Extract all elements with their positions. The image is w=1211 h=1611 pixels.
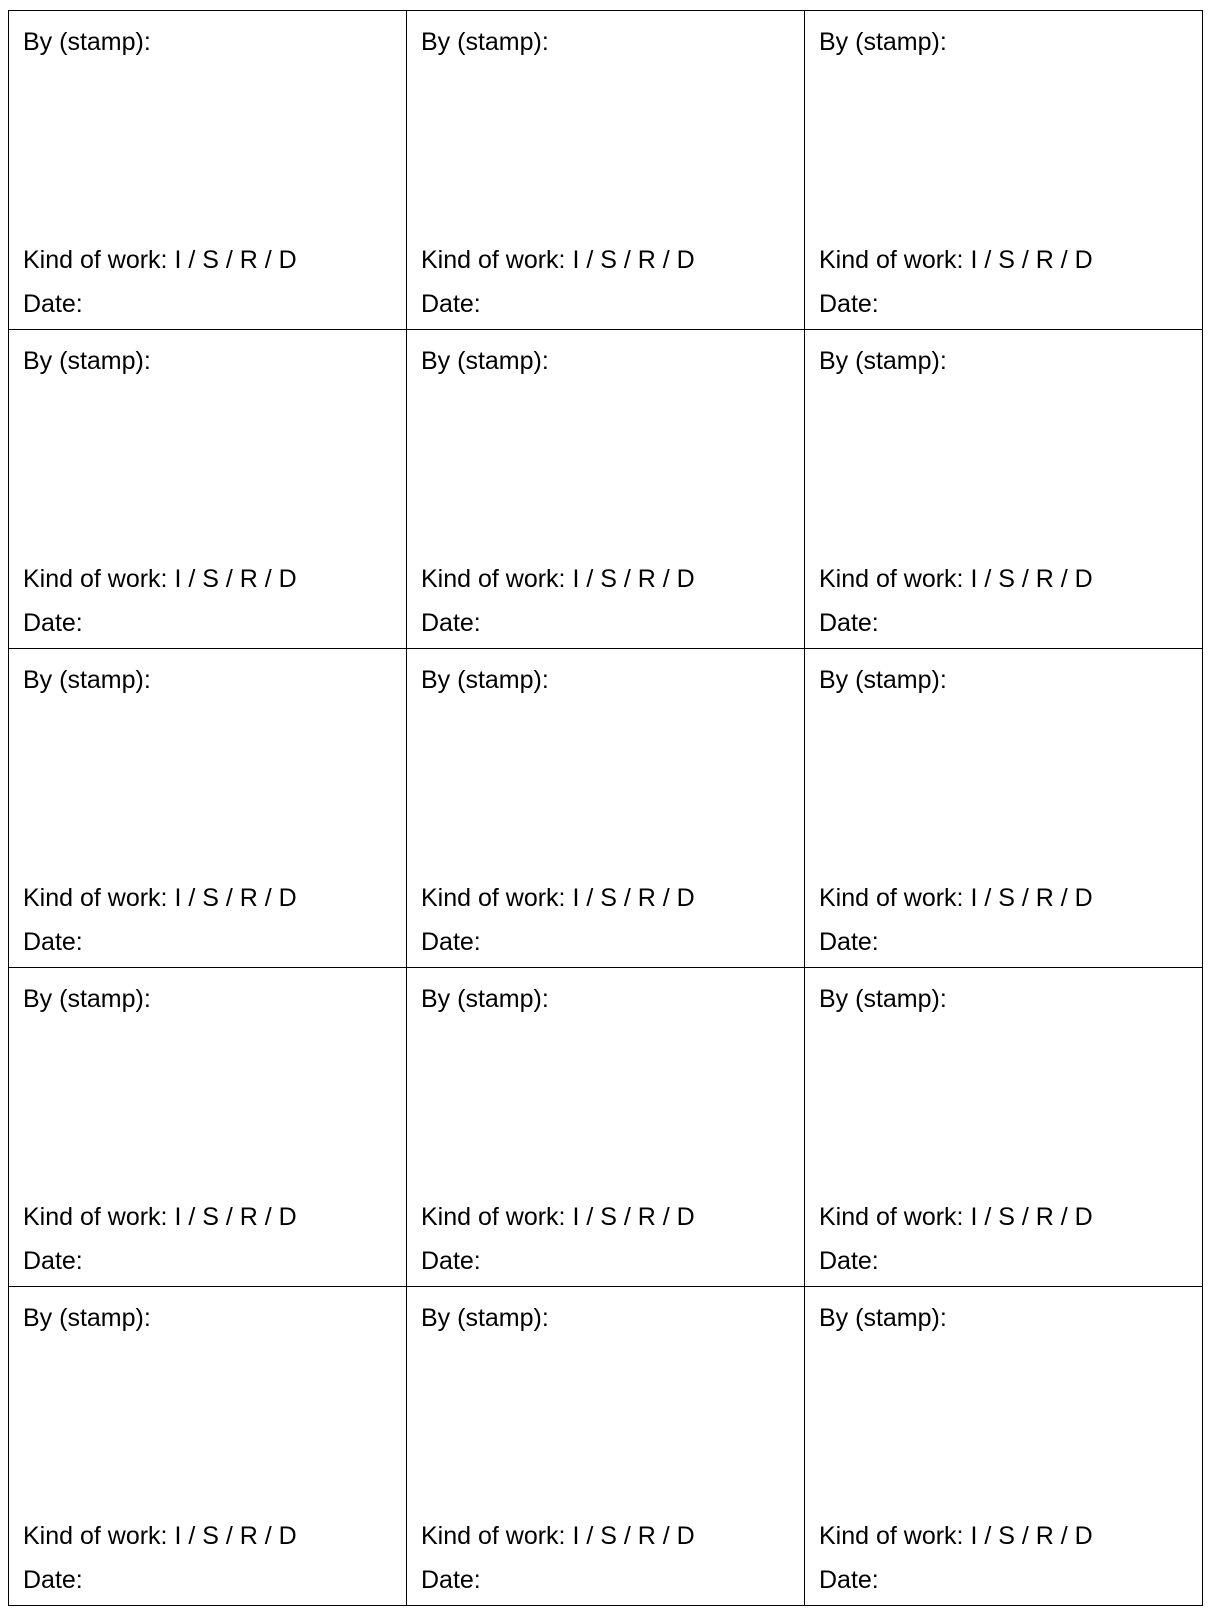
stamp-cell-inner bbox=[407, 330, 804, 648]
stamp-cell-inner bbox=[9, 1287, 406, 1605]
by-stamp-label: By (stamp): bbox=[23, 666, 151, 694]
stamp-cell bbox=[805, 649, 1203, 968]
stamp-row bbox=[9, 649, 1203, 968]
date-label: Date: bbox=[421, 1566, 481, 1594]
stamp-cell bbox=[9, 330, 407, 649]
by-stamp-label: By (stamp): bbox=[23, 347, 151, 375]
by-stamp-label: By (stamp): bbox=[421, 666, 549, 694]
kind-of-work-label: Kind of work: I / S / R / D bbox=[23, 1203, 297, 1231]
kind-of-work-label: Kind of work: I / S / R / D bbox=[819, 1203, 1093, 1231]
stamp-cell-inner bbox=[805, 649, 1202, 967]
stamp-cell-inner bbox=[9, 649, 406, 967]
date-label: Date: bbox=[23, 928, 83, 956]
by-stamp-label: By (stamp): bbox=[23, 28, 151, 56]
stamp-row bbox=[9, 1287, 1203, 1606]
kind-of-work-label: Kind of work: I / S / R / D bbox=[421, 1522, 695, 1550]
by-stamp-label: By (stamp): bbox=[23, 1304, 151, 1332]
stamp-row bbox=[9, 968, 1203, 1287]
date-label: Date: bbox=[23, 290, 83, 318]
kind-of-work-label: Kind of work: I / S / R / D bbox=[421, 884, 695, 912]
stamp-cell bbox=[9, 11, 407, 330]
by-stamp-label: By (stamp): bbox=[819, 347, 947, 375]
date-label: Date: bbox=[819, 1247, 879, 1275]
stamp-cell-inner bbox=[805, 1287, 1202, 1605]
kind-of-work-label: Kind of work: I / S / R / D bbox=[819, 884, 1093, 912]
stamp-cell-inner bbox=[407, 649, 804, 967]
stamp-cell bbox=[9, 649, 407, 968]
by-stamp-label: By (stamp): bbox=[421, 985, 549, 1013]
stamp-cell-inner bbox=[805, 330, 1202, 648]
stamp-cell bbox=[407, 968, 805, 1287]
date-label: Date: bbox=[421, 609, 481, 637]
kind-of-work-label: Kind of work: I / S / R / D bbox=[23, 246, 297, 274]
stamp-cell-inner bbox=[9, 330, 406, 648]
kind-of-work-label: Kind of work: I / S / R / D bbox=[23, 565, 297, 593]
stamp-cell bbox=[805, 330, 1203, 649]
kind-of-work-label: Kind of work: I / S / R / D bbox=[23, 1522, 297, 1550]
by-stamp-label: By (stamp): bbox=[819, 28, 947, 56]
date-label: Date: bbox=[23, 1247, 83, 1275]
date-label: Date: bbox=[421, 290, 481, 318]
date-label: Date: bbox=[819, 609, 879, 637]
stamp-cell bbox=[407, 1287, 805, 1606]
stamp-cell-inner bbox=[805, 968, 1202, 1286]
by-stamp-label: By (stamp): bbox=[421, 347, 549, 375]
by-stamp-label: By (stamp): bbox=[421, 1304, 549, 1332]
stamp-cell-inner bbox=[805, 11, 1202, 329]
stamp-cell bbox=[805, 968, 1203, 1287]
stamp-cell-inner bbox=[9, 11, 406, 329]
stamp-cell bbox=[9, 968, 407, 1287]
kind-of-work-label: Kind of work: I / S / R / D bbox=[421, 1203, 695, 1231]
by-stamp-label: By (stamp): bbox=[23, 985, 151, 1013]
grid-body bbox=[9, 11, 1203, 1606]
stamp-cell bbox=[9, 1287, 407, 1606]
date-label: Date: bbox=[421, 1247, 481, 1275]
kind-of-work-label: Kind of work: I / S / R / D bbox=[421, 246, 695, 274]
by-stamp-label: By (stamp): bbox=[819, 666, 947, 694]
date-label: Date: bbox=[23, 609, 83, 637]
stamp-cell bbox=[407, 330, 805, 649]
stamp-grid bbox=[8, 10, 1203, 1606]
stamp-cell bbox=[407, 649, 805, 968]
stamp-cell bbox=[805, 1287, 1203, 1606]
stamp-cell bbox=[407, 11, 805, 330]
kind-of-work-label: Kind of work: I / S / R / D bbox=[819, 246, 1093, 274]
by-stamp-label: By (stamp): bbox=[819, 1304, 947, 1332]
kind-of-work-label: Kind of work: I / S / R / D bbox=[819, 565, 1093, 593]
stamp-cell bbox=[805, 11, 1203, 330]
date-label: Date: bbox=[819, 1566, 879, 1594]
stamp-cell-inner bbox=[407, 11, 804, 329]
date-label: Date: bbox=[819, 928, 879, 956]
stamp-cell-inner bbox=[9, 968, 406, 1286]
by-stamp-label: By (stamp): bbox=[421, 28, 549, 56]
kind-of-work-label: Kind of work: I / S / R / D bbox=[23, 884, 297, 912]
stamp-cell-inner bbox=[407, 1287, 804, 1605]
date-label: Date: bbox=[23, 1566, 83, 1594]
by-stamp-label: By (stamp): bbox=[819, 985, 947, 1013]
date-label: Date: bbox=[819, 290, 879, 318]
kind-of-work-label: Kind of work: I / S / R / D bbox=[421, 565, 695, 593]
stamp-cell-inner bbox=[407, 968, 804, 1286]
stamp-row bbox=[9, 330, 1203, 649]
stamp-row bbox=[9, 11, 1203, 330]
kind-of-work-label: Kind of work: I / S / R / D bbox=[819, 1522, 1093, 1550]
date-label: Date: bbox=[421, 928, 481, 956]
